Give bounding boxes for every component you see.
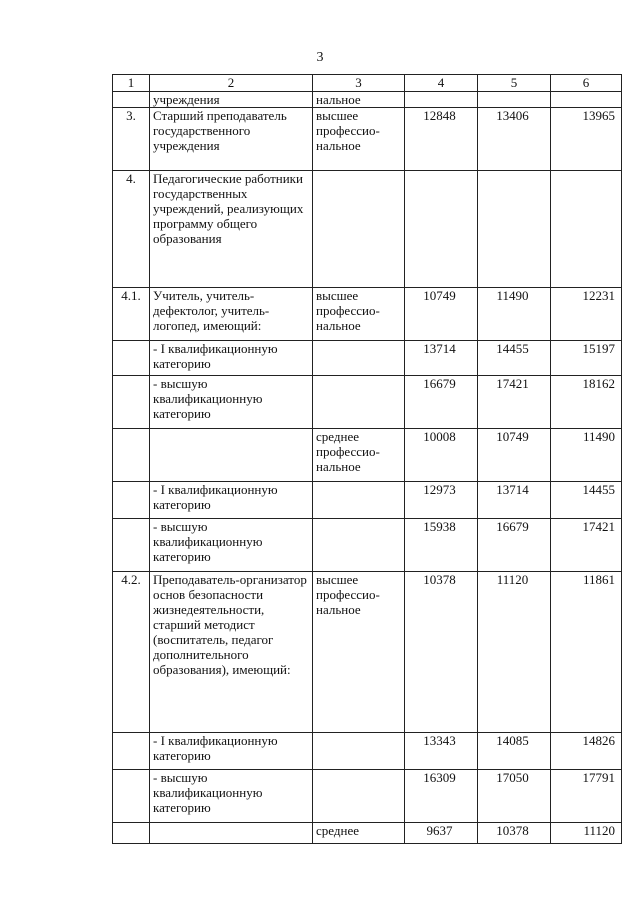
header-cell: 4 bbox=[405, 75, 478, 92]
table-cell-col5: 11490 bbox=[478, 288, 551, 341]
table-cell-col3: высшее профессио-нальное bbox=[313, 108, 405, 171]
table-row bbox=[113, 429, 622, 482]
table-row bbox=[113, 770, 622, 823]
table-cell-col5 bbox=[478, 92, 551, 108]
table-cell-col6 bbox=[551, 171, 622, 288]
table-cell-col1 bbox=[113, 341, 150, 376]
table-cell-col3 bbox=[313, 341, 405, 376]
table-cell-col2: Преподаватель-организатор основ безопасности жизнедеятельности, старший методист (воспитатель, педагог дополнительного образования), имеющий: bbox=[150, 572, 313, 733]
header-cell: 5 bbox=[478, 75, 551, 92]
table-cell-col2: - I квалификационную категорию bbox=[150, 733, 313, 770]
header-cell: 2 bbox=[150, 75, 313, 92]
table-cell-col4: 16309 bbox=[405, 770, 478, 823]
table-cell-col6: 15197 bbox=[551, 341, 622, 376]
table-cell-col3: среднее профессио-нальное bbox=[313, 429, 405, 482]
table-cell-col3: среднее bbox=[313, 823, 405, 844]
table-cell-col2: - I квалификационную категорию bbox=[150, 341, 313, 376]
table-cell-col5: 17421 bbox=[478, 376, 551, 429]
table-cell-col1: 4. bbox=[113, 171, 150, 288]
table-cell-col5: 10749 bbox=[478, 429, 551, 482]
table-cell-col4 bbox=[405, 92, 478, 108]
table-cell-col6: 12231 bbox=[551, 288, 622, 341]
table-cell-col3 bbox=[313, 376, 405, 429]
table-row bbox=[113, 733, 622, 770]
table-header-row bbox=[113, 75, 622, 92]
header-cell: 6 bbox=[551, 75, 622, 92]
table-cell-col1 bbox=[113, 482, 150, 519]
table-cell-col5: 13406 bbox=[478, 108, 551, 171]
table-cell-col4 bbox=[405, 171, 478, 288]
table-cell-col1 bbox=[113, 92, 150, 108]
table-row bbox=[113, 341, 622, 376]
table-cell-col4: 12973 bbox=[405, 482, 478, 519]
table-cell-col5: 13714 bbox=[478, 482, 551, 519]
table-row bbox=[113, 376, 622, 429]
table-cell-col5 bbox=[478, 171, 551, 288]
header-cell: 3 bbox=[313, 75, 405, 92]
table-cell-col6: 11490 bbox=[551, 429, 622, 482]
table-cell-col5: 17050 bbox=[478, 770, 551, 823]
table-row bbox=[113, 171, 622, 288]
table-row bbox=[113, 519, 622, 572]
table-cell-col2: - высшую квалификационную категорию bbox=[150, 376, 313, 429]
table-cell-col5: 14455 bbox=[478, 341, 551, 376]
table-cell-col3 bbox=[313, 770, 405, 823]
table-cell-col6: 11120 bbox=[551, 823, 622, 844]
table-cell-col2: - высшую квалификационную категорию bbox=[150, 770, 313, 823]
table-cell-col5: 14085 bbox=[478, 733, 551, 770]
table-cell-col2: Педагогические работники государственных учреждений, реализующих программу общего образования bbox=[150, 171, 313, 288]
table-cell-col6: 17791 bbox=[551, 770, 622, 823]
table-row bbox=[113, 823, 622, 844]
table-cell-col3 bbox=[313, 519, 405, 572]
table-cell-col4: 10749 bbox=[405, 288, 478, 341]
table-cell-col1: 4.2. bbox=[113, 572, 150, 733]
table-cell-col1 bbox=[113, 429, 150, 482]
table-cell-col4: 12848 bbox=[405, 108, 478, 171]
table-cell-col1 bbox=[113, 733, 150, 770]
table-cell-col3 bbox=[313, 733, 405, 770]
table-cell-col5: 10378 bbox=[478, 823, 551, 844]
table-cell-col2: - высшую квалификационную категорию bbox=[150, 519, 313, 572]
table-row bbox=[113, 92, 622, 108]
table-cell-col1 bbox=[113, 823, 150, 844]
table-cell-col3: нальное bbox=[313, 92, 405, 108]
table-cell-col6: 14455 bbox=[551, 482, 622, 519]
table-cell-col2 bbox=[150, 823, 313, 844]
table-cell-col5: 16679 bbox=[478, 519, 551, 572]
table-cell-col6: 13965 bbox=[551, 108, 622, 171]
salary-table bbox=[112, 74, 622, 844]
table-cell-col2: Учитель, учитель-дефектолог, учитель-логопед, имеющий: bbox=[150, 288, 313, 341]
table-row bbox=[113, 572, 622, 733]
table-cell-col6: 14826 bbox=[551, 733, 622, 770]
table-cell-col6: 18162 bbox=[551, 376, 622, 429]
table-cell-col4: 15938 bbox=[405, 519, 478, 572]
table-cell-col4: 13714 bbox=[405, 341, 478, 376]
table-cell-col4: 10378 bbox=[405, 572, 478, 733]
table-cell-col3 bbox=[313, 171, 405, 288]
table-cell-col1: 4.1. bbox=[113, 288, 150, 341]
table-cell-col3: высшее профессио-нальное bbox=[313, 572, 405, 733]
header-cell: 1 bbox=[113, 75, 150, 92]
table-cell-col2: - I квалификационную категорию bbox=[150, 482, 313, 519]
table-cell-col1 bbox=[113, 519, 150, 572]
page-number: 3 bbox=[316, 50, 324, 65]
table-cell-col3 bbox=[313, 482, 405, 519]
table-cell-col4: 10008 bbox=[405, 429, 478, 482]
table-cell-col1 bbox=[113, 770, 150, 823]
table-cell-col5: 11120 bbox=[478, 572, 551, 733]
table-row bbox=[113, 108, 622, 171]
table-cell-col4: 13343 bbox=[405, 733, 478, 770]
table-cell-col4: 16679 bbox=[405, 376, 478, 429]
table-cell-col1 bbox=[113, 376, 150, 429]
table-cell-col3: высшее профессио-нальное bbox=[313, 288, 405, 341]
table-cell-col2 bbox=[150, 429, 313, 482]
table-row bbox=[113, 288, 622, 341]
table-cell-col1: 3. bbox=[113, 108, 150, 171]
table-row bbox=[113, 482, 622, 519]
table-cell-col6 bbox=[551, 92, 622, 108]
table-cell-col2: Старший преподаватель государственного учреждения bbox=[150, 108, 313, 171]
table-cell-col2: учреждения bbox=[150, 92, 313, 108]
table-cell-col6: 17421 bbox=[551, 519, 622, 572]
table-cell-col6: 11861 bbox=[551, 572, 622, 733]
table-cell-col4: 9637 bbox=[405, 823, 478, 844]
